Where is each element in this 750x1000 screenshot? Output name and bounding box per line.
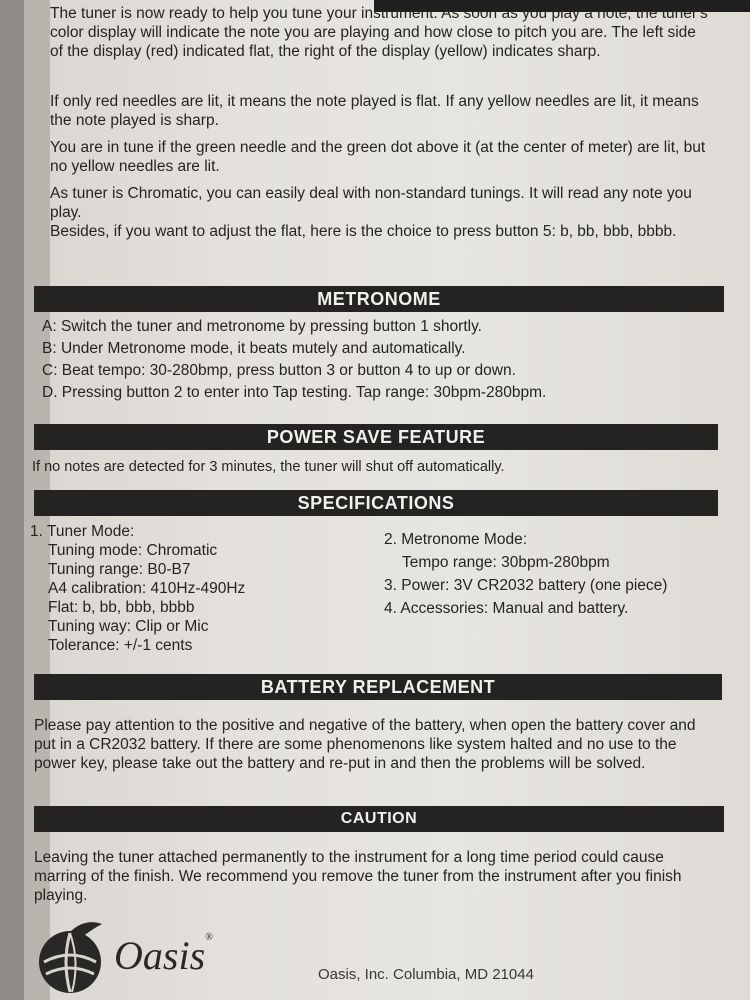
caution-header: CAUTION [34,806,724,832]
battery-header: BATTERY REPLACEMENT [34,674,722,700]
spec-tuner-mode: 1. Tuner Mode: [30,523,135,540]
metronome-item-c: C: Beat tempo: 30-280bmp, press button 3 or button 4 to up or down. [42,362,516,379]
intro-paragraph-2: If only red needles are lit, it means the note played is flat. If any yellow needles are lit, it means the note played is sharp. [50,93,699,129]
specifications-header: SPECIFICATIONS [34,490,718,516]
spec-tempo-range: Tempo range: 30bpm-280bpm [402,554,610,571]
intro-paragraph-5: Besides, if you want to adjust the flat, here is the choice to press button 5: b, bb, bbb, bbbb. [50,223,677,240]
oasis-wordmark [114,932,213,979]
brand-name: Oasis [114,933,206,978]
metronome-list [42,316,722,404]
registered-mark: ® [205,932,213,943]
spec-tuning-mode: Tuning mode: Chromatic [48,542,218,559]
spec-tuning-range: Tuning range: B0-B7 [48,561,191,578]
oasis-logo [32,918,272,998]
spec-tuner-column [30,522,245,655]
spec-metronome-column [384,528,667,620]
battery-text: Please pay attention to the positive and negative of the battery, when open the battery cover and put in a CR2032 battery. If there are some phenomenons like system halted and no use to the power key, please take out the battery and re-put in and then the problems will be solved. [34,717,696,772]
metronome-item-b: B: Under Metronome mode, it beats mutely and automatically. [42,340,466,357]
manual-page [24,0,750,1000]
intro-paragraph-4: As tuner is Chromatic, you can easily deal with non-standard tunings. It will read any note you play. [50,185,692,221]
spec-calibration: A4 calibration: 410Hz-490Hz [48,580,246,597]
metronome-item-d: D. Pressing button 2 to enter into Tap testing. Tap range: 30bpm-280bpm. [42,384,547,401]
spec-tolerance: Tolerance: +/-1 cents [48,637,193,654]
spec-flat: Flat: b, bb, bbb, bbbb [48,599,195,616]
caution-text: Leaving the tuner attached permanently to the instrument for a long time period could cause marring of the finish. We recommend you remove the tuner from the instrument after you finish playing. [34,849,682,904]
metronome-header: METRONOME [34,286,724,312]
spec-power: 3. Power: 3V CR2032 battery (one piece) [384,577,668,594]
intro-paragraph-1: The tuner is now ready to help you tune your instrument. As soon as you play a note, the tuner's color display will indicate the note you are playing and how close to pitch you are. The left side of the display (red) indicated flat, the right of the display (yellow) indicates sharp. [50,5,708,60]
company-address: Oasis, Inc. Columbia, MD 21044 [318,966,534,983]
intro-paragraph-3: You are in tune if the green needle and the green dot above it (at the center of meter) are lit, but no yellow needles are lit. [50,139,706,175]
spec-tuning-way: Tuning way: Clip or Mic [48,618,209,635]
metronome-item-a: A: Switch the tuner and metronome by pressing button 1 shortly. [42,318,482,335]
power-save-text: If no notes are detected for 3 minutes, the tuner will shut off automatically. [32,459,505,475]
oasis-leaf-icon [32,918,112,998]
spec-metronome-mode: 2. Metronome Mode: [384,531,528,548]
spec-accessories: 4. Accessories: Manual and battery. [384,600,629,617]
power-save-header: POWER SAVE FEATURE [34,424,718,450]
